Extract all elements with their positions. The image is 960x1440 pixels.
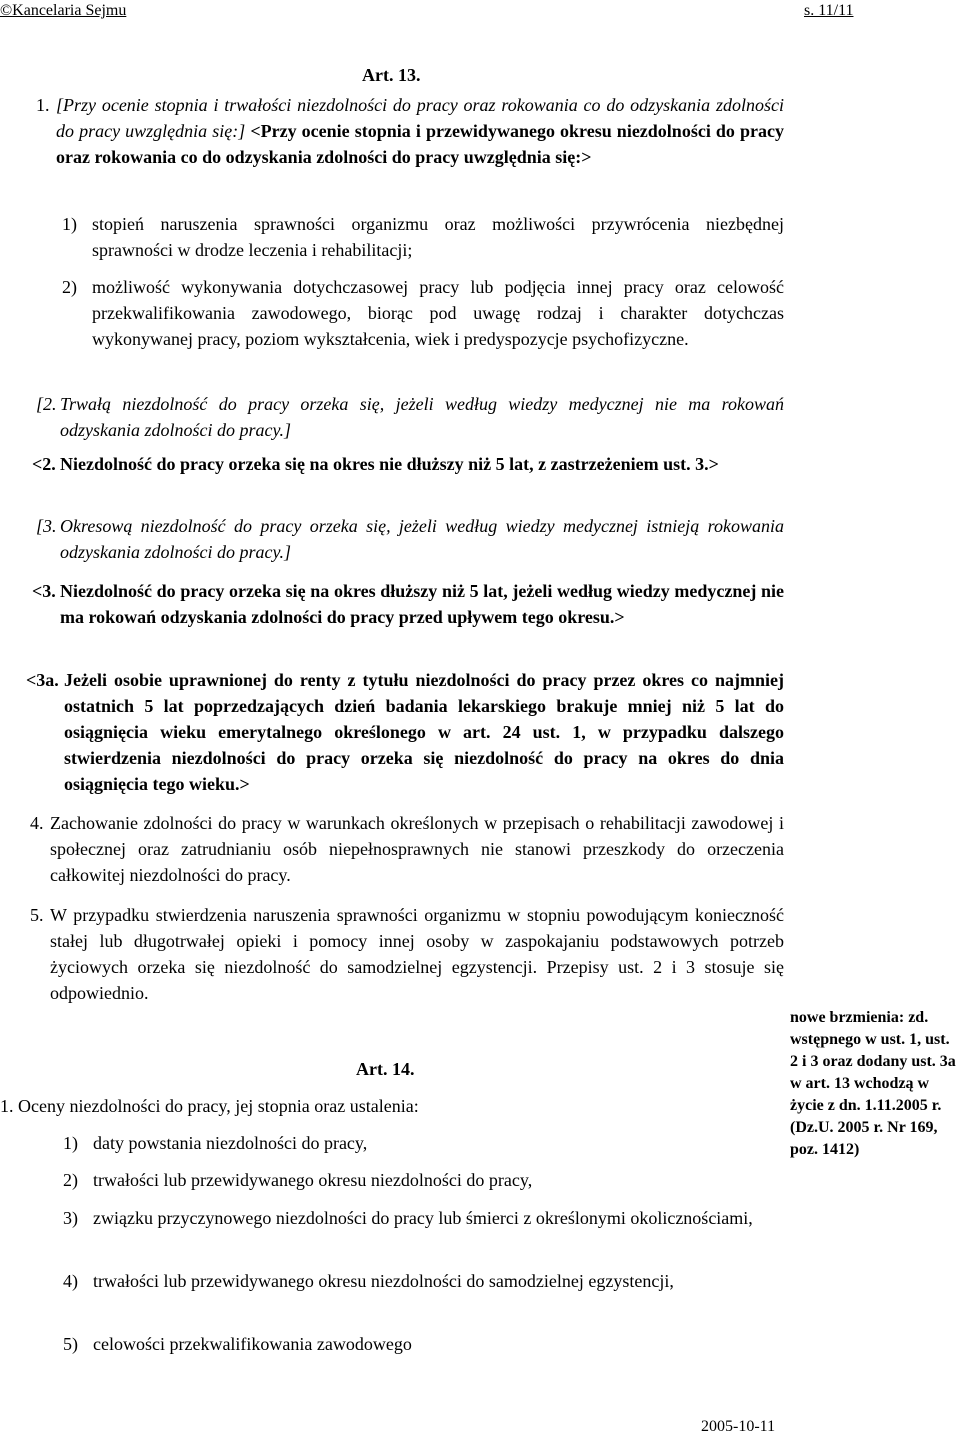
item-number: 4)	[63, 1271, 78, 1291]
new-wording: <Przy ocenie stopnia i przewidywanego okresu niezdolności do pracy oraz rokowania co do odzyskania zdolności do pracy uwzględnia się:>	[56, 121, 784, 167]
paragraph-number: [2.	[36, 394, 57, 414]
item-number: 2)	[62, 277, 77, 297]
item-number: 3)	[63, 1208, 78, 1228]
art13-paragraph-3a	[26, 667, 784, 797]
header-page-number: s. 11/11	[804, 2, 854, 19]
item-text: stopień naruszenia sprawności organizmu oraz możliwości przywrócenia niezbędnej sprawności w drodze leczenia i rehabilitacji;	[92, 214, 784, 260]
art13-paragraph-5	[30, 902, 784, 1006]
item-number: 2)	[63, 1170, 78, 1190]
item-text: możliwość wykonywania dotychczasowej pracy lub podjęcia innej pracy oraz celowość przekwalifikowania zawodowego, biorąc pod uwagę rodzaj i charakter dotychczas wykonywanej pracy, poziom wykształcenia, wiek i predyspozycje psychofizyczne.	[92, 277, 784, 349]
paragraph-number: <3.	[32, 581, 56, 601]
item-text: daty powstania niezdolności do pracy,	[93, 1133, 368, 1153]
art14-item-3	[63, 1205, 783, 1231]
old-wording: Okresową niezdolność do pracy orzeka się, jeżeli według wiedzy medycznej istnieją rokowania odzyskania zdolności do pracy.]	[60, 516, 784, 562]
paragraph-text: W przypadku stwierdzenia naruszenia sprawności organizmu w stopniu powodującym konieczność stałej lub długotrwałej opieki i pomocy innej osoby w zaspokajaniu podstawowych potrzeb życiowych orzeka się niezdolność do samodzielnej egzystencji. Przepisy ust. 2 i 3 stosuje się odpowiednio.	[50, 905, 784, 1003]
paragraph-number: <3a.	[26, 670, 59, 690]
new-wording: Niezdolność do pracy orzeka się na okres dłuższy niż 5 lat, jeżeli według wiedzy medycznej nie ma rokowań odzyskania zdolności do pracy przed upływem tego okresu.>	[60, 581, 784, 627]
new-wording: Niezdolność do pracy orzeka się na okres nie dłuższy niż 5 lat, z zastrzeżeniem ust. 3.>	[60, 454, 719, 474]
paragraph-text: Oceny niezdolności do pracy, jej stopnia oraz ustalenia:	[18, 1096, 419, 1116]
new-wording: Jeżeli osobie uprawnionej do renty z tytułu niezdolności do pracy przez okres co najmniej ostatnich 5 lat poprzedzających dzień badania lekarskiego brakuje mniej niż 5 lat do osiągnięcia wieku emerytalnego określonego w art. 24 ust. 1, w przypadku dalszego stwierdzenia niezdolności do pracy orzeka się niezdolność do pracy na okres do dnia osiągnięcia tego wieku.>	[64, 670, 784, 794]
item-text: celowości przekwalifikowania zawodowego	[93, 1334, 412, 1354]
art14-item-1	[63, 1130, 783, 1156]
paragraph-number: <2.	[32, 454, 56, 474]
paragraph-number: 5.	[30, 905, 44, 925]
item-number: 5)	[63, 1334, 78, 1354]
paragraph-number: 1.	[0, 1096, 14, 1116]
art13-paragraph-3-new	[32, 578, 784, 630]
art14-item-5	[63, 1331, 783, 1357]
header-source: ©Kancelaria Sejmu	[0, 2, 127, 19]
art13-paragraph-3-old	[36, 513, 784, 565]
art13-paragraph-4	[30, 810, 784, 888]
paragraph-number: 4.	[30, 813, 44, 833]
art13-p1-item-2	[62, 274, 784, 352]
art13-paragraph-1	[36, 92, 784, 170]
paragraph-number: [3.	[36, 516, 57, 536]
paragraph-text: Zachowanie zdolności do pracy w warunkach określonych w przepisach o rehabilitacji zawodowej i społecznej oraz zatrudnianiu osób niepełnosprawnych nie stanowi przeszkody do orzeczenia całkowitej niezdolności do pracy.	[50, 813, 784, 885]
old-wording: Trwałą niezdolność do pracy orzeka się, jeżeli według wiedzy medycznej nie ma rokowań odzyskania zdolności do pracy.]	[60, 394, 784, 440]
item-text: trwałości lub przewidywanego okresu niezdolności do pracy,	[93, 1170, 533, 1190]
item-number: 1)	[62, 214, 77, 234]
art14-item-4	[63, 1268, 783, 1294]
item-text: trwałości lub przewidywanego okresu niezdolności do samodzielnej egzystencji,	[93, 1271, 674, 1291]
footer-date: 2005-10-11	[701, 1418, 776, 1435]
article-13-title: Art. 13.	[362, 65, 421, 85]
margin-note: nowe brzmienia: zd. wstępnego w ust. 1, ust. 2 i 3 oraz dodany ust. 3a w art. 13 wchodzą w życie z dn. 1.11.2005 r. (Dz.U. 2005 r. Nr 169, poz. 1412)	[790, 1009, 956, 1158]
art13-p1-item-1	[62, 211, 784, 263]
old-wording: [Przy ocenie stopnia i trwałości niezdolności do pracy oraz rokowania co do odzyskania zdolności do pracy uwzględnia się:]	[56, 95, 784, 141]
article-14-title: Art. 14.	[356, 1059, 415, 1079]
art14-paragraph-1	[0, 1093, 780, 1119]
art13-paragraph-2-new	[32, 451, 784, 477]
paragraph-number: 1.	[36, 95, 50, 115]
art14-item-2	[63, 1167, 783, 1193]
art13-paragraph-2-old	[36, 391, 784, 443]
item-text: związku przyczynowego niezdolności do pracy lub śmierci z określonymi okolicznościami,	[93, 1208, 753, 1228]
item-number: 1)	[63, 1133, 78, 1153]
